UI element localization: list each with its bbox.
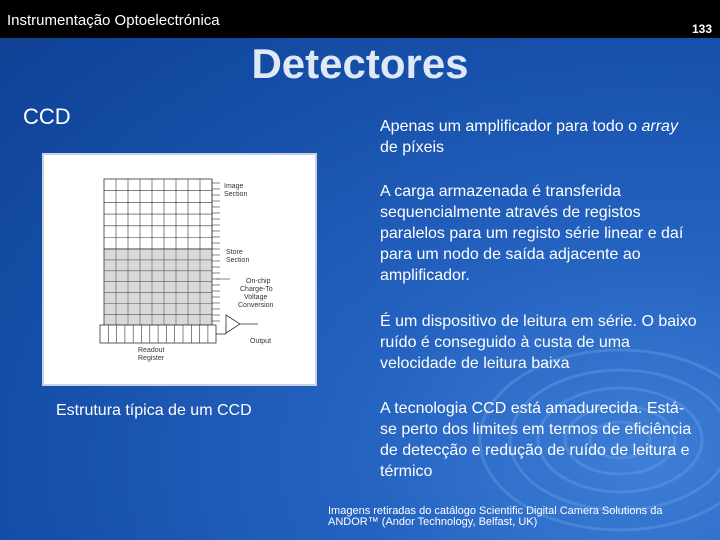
figure-caption: Estrutura típica de um CCD xyxy=(56,402,252,419)
credit-line-1: Imagens retiradas do catálogo Scientific Digital Camera Solutions da xyxy=(328,505,663,517)
bullet-2: A carga armazenada é transferida sequencialmente através de registos paralelos para um registo série linear e daí para um nodo de saída adjacente ao amplificador. xyxy=(380,183,684,284)
credit-line-2: ANDOR™ (Andor Technology, Belfast, UK) xyxy=(328,516,538,528)
bullet-4: A tecnologia CCD está amadurecida. Está-se perto dos limites em termos de eficiência de detecção e redução de ruído de leitura e térmico xyxy=(380,400,692,480)
amplifier-symbol xyxy=(226,315,240,333)
label-readout: Readout Register xyxy=(138,347,165,362)
bullet-1: Apenas um amplificador para todo o array de píxeis xyxy=(380,118,678,156)
header-bar xyxy=(0,0,720,38)
section-label: CCD xyxy=(23,104,71,129)
label-image-section: Image Section xyxy=(224,183,248,198)
label-output: Output xyxy=(250,338,272,345)
bullet-3: É um dispositivo de leitura em série. O baixo ruído é conseguido à custa de uma velocidade de leitura baixa xyxy=(380,313,697,372)
store-section-grid xyxy=(104,249,212,325)
course-title: Instrumentação Optoelectrónica xyxy=(7,12,220,29)
page-number: 133 xyxy=(691,22,712,36)
image-credit xyxy=(328,506,708,528)
ccd-diagram xyxy=(42,153,317,386)
clock-ticks xyxy=(212,183,220,321)
slide-title: Detectores xyxy=(251,40,469,87)
ccd-structure-drawing xyxy=(44,155,315,384)
label-store-section: Store Section xyxy=(226,249,250,264)
label-onchip: On-chip Charge-To Voltage Conversion xyxy=(238,278,274,309)
